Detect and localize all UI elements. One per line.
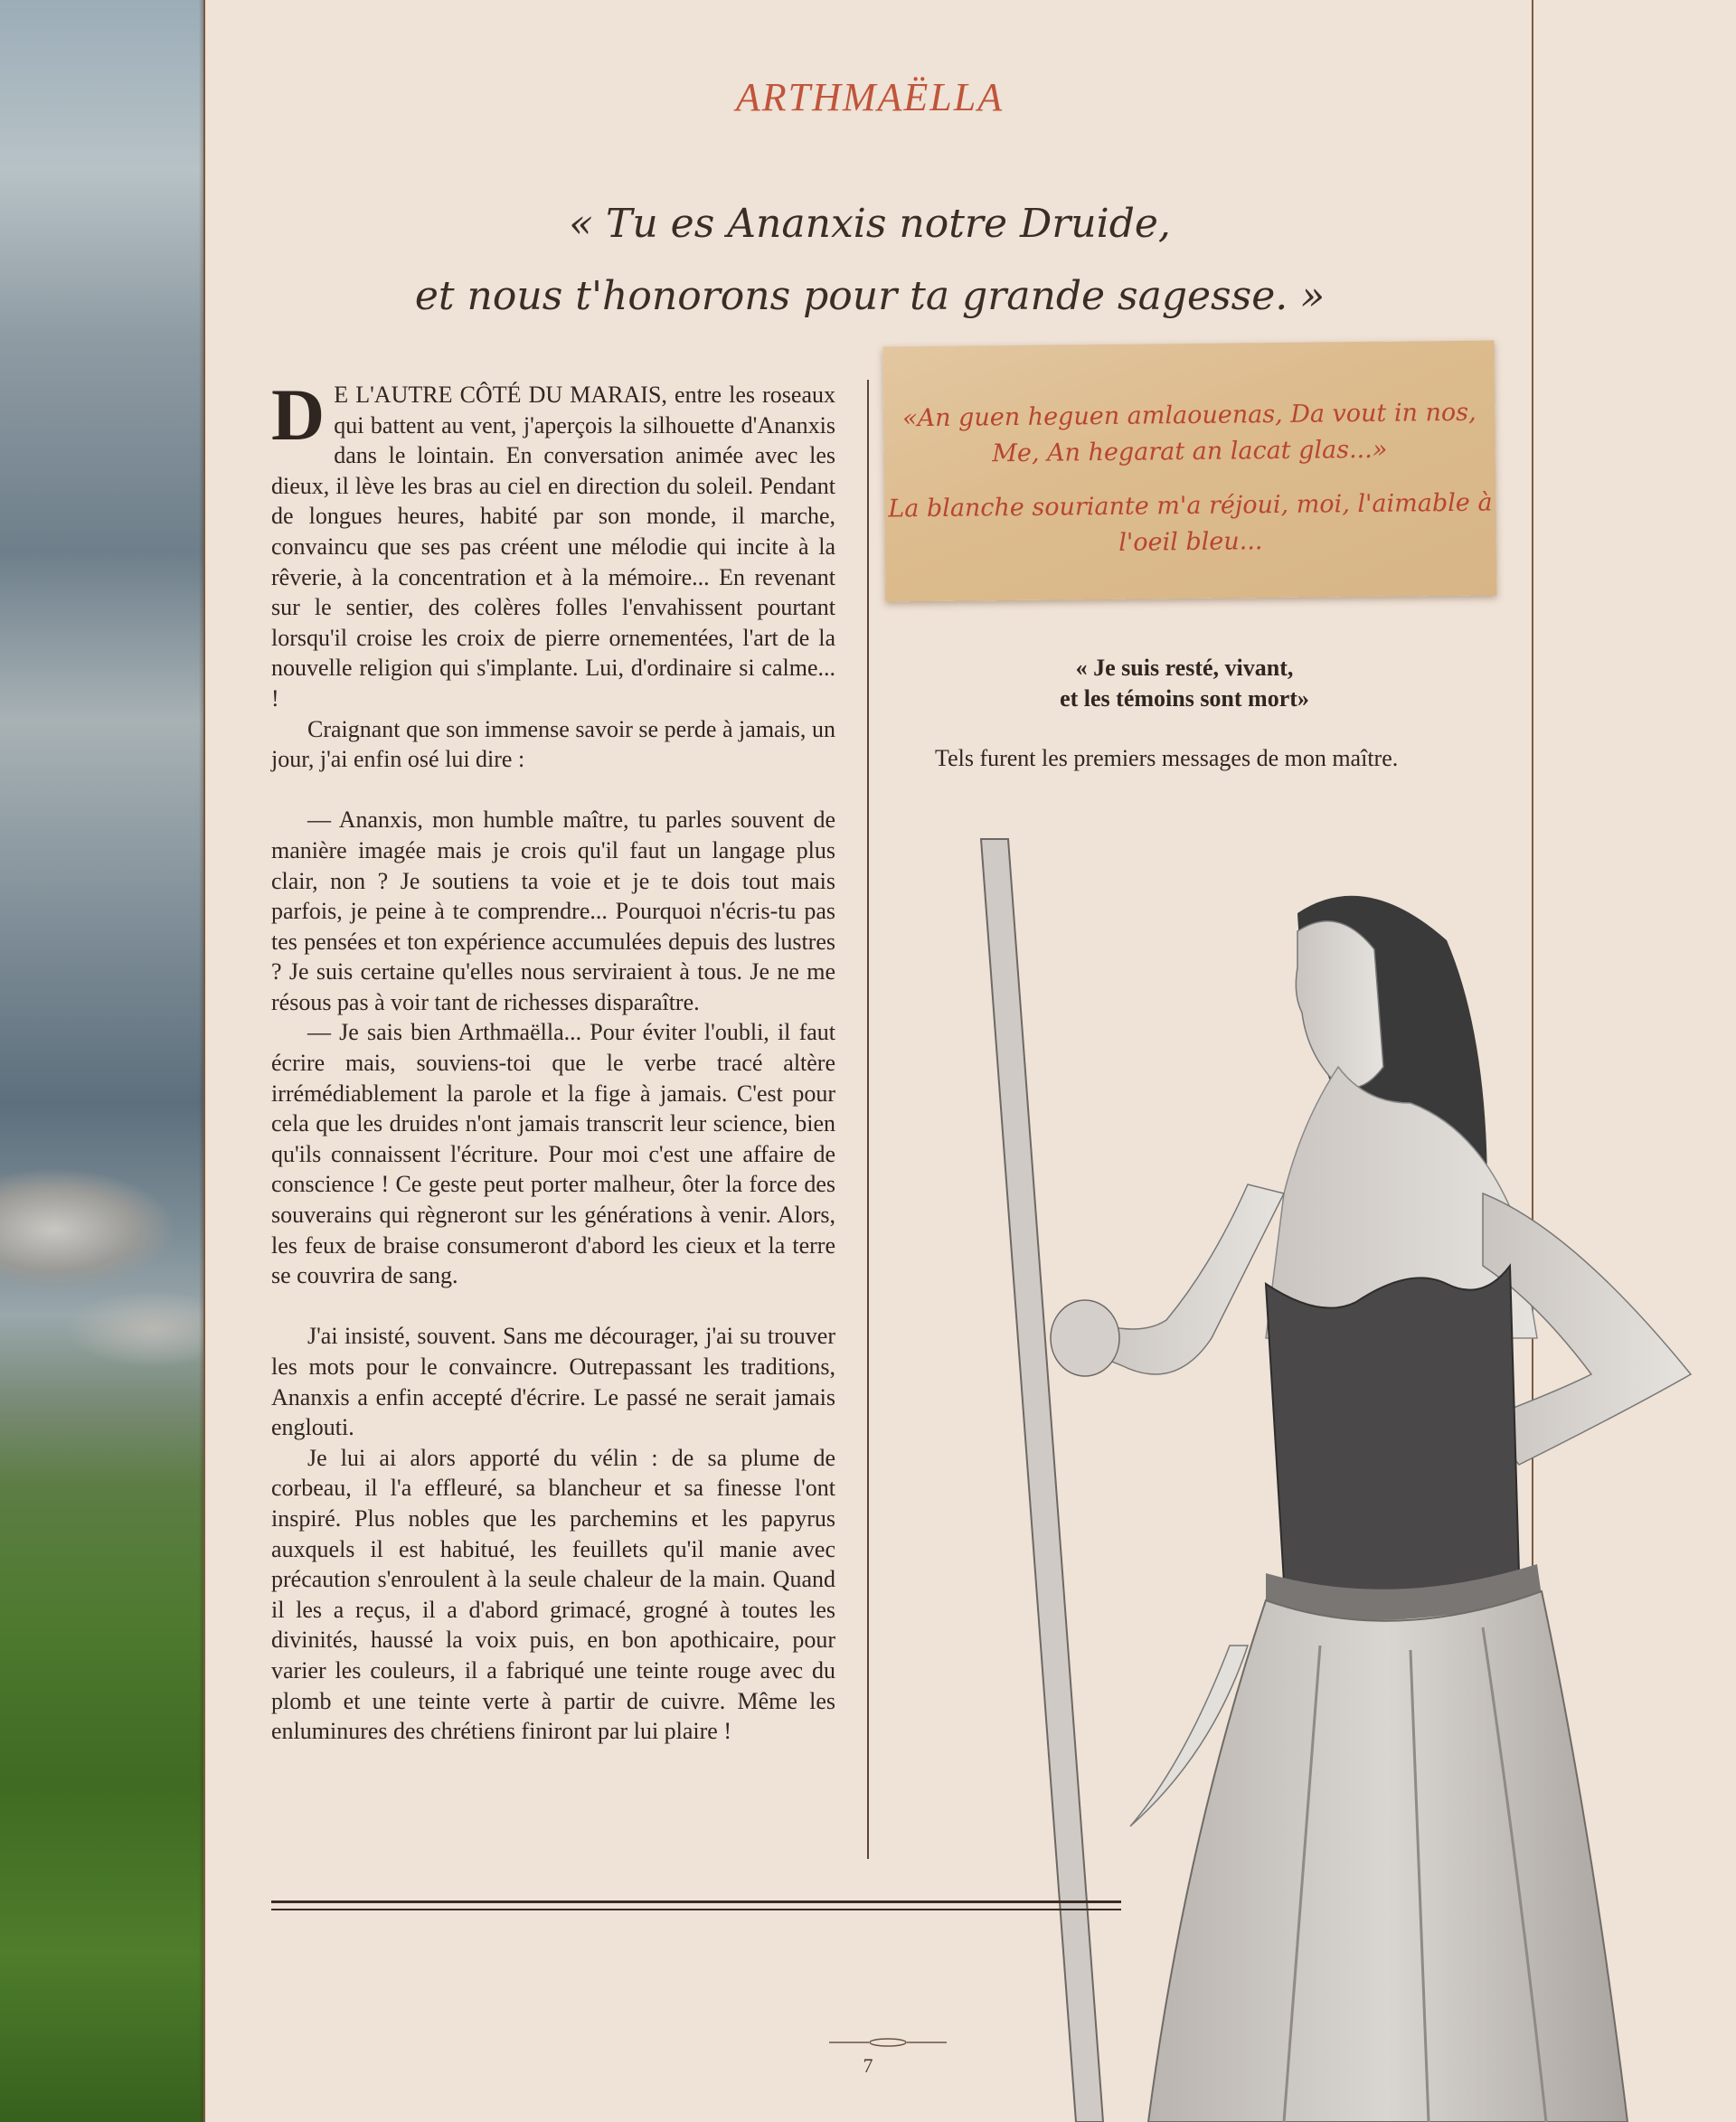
paragraph-2: Craignant que son immense savoir se perde à jamais, un jour, j'ai enfin osé lui dire : <box>271 715 835 773</box>
paragraph-5: J'ai insisté, souvent. Sans me décourager, j'ai su trouver les mots pour le convaincre. Outrepassant les traditions, Ananxis a enfin accepté d'écrire. Le passé ne serait jamais englouti. <box>271 1323 835 1441</box>
messages-paragraph: Tels furent les premiers messages de mon maître. <box>935 745 1399 771</box>
landscape-painting <box>0 0 204 2122</box>
paragraph-3: — Ananxis, mon humble maître, tu parles souvent de manière imagée mais je crois qu'il faut un langage plus clair, non ? Je soutiens ta voie et je te dois tout mais parfois, je peine à te comprendre... Pourquoi n'écris-tu pas tes pensées et ton expérience accumulées depuis des lustres ? Je suis certaine qu'elles nous serviraient à tous. Je ne me résous pas à voir tant de richesses disparaître. <box>271 806 835 1015</box>
paragraph-4: — Je sais bien Arthmaëlla... Pour éviter l'oubli, il faut écrire mais, souviens-toi que le verbe tracé altère irrémédiablement la parole et la fige à jamais. C'est pour cela que les druides n'ont jamais transcrit leur science, bien qu'ils connaissent l'écriture. Pour moi c'est une affaire de conscience ! Ce geste peut porter malheur, ôter la force des souverains qui règneront sur les générations à venir. Alors, les feux de braise consumeront d'abord les cieux et la terre se couvrira de sang. <box>271 1019 835 1289</box>
page-number: 7 <box>863 2054 873 2077</box>
chapter-title: ARTHMAËLLA <box>735 75 1005 119</box>
epigraph-line-2: et nous t'honorons pour ta grande sagesse. » <box>414 273 1326 319</box>
parchment-note <box>883 340 1497 601</box>
note-french-translation: La blanche souriante m'a réjoui, moi, l'aimable à l'oeil bleu... <box>888 488 1493 557</box>
bottom-rule-thick <box>271 1900 1121 1903</box>
drop-cap: D <box>271 373 326 456</box>
main-text-column <box>271 373 835 1747</box>
paragraph-opening <box>271 373 835 714</box>
paragraph-6: Je lui ai alors apporté du vélin : de sa plume de corbeau, il l'a effleuré, sa blancheur et sa finesse l'ont inspiré. Plus nobles que les parchemins et les papyrus auxquels il est habitué, les feuillets qu'il manie avec précaution s'enroulent à la seule chaleur de la main. Quand il les a reçus, il a d'abord grimacé, grogné à toutes les divinités, haussé la voix puis, en bon apothicaire, pour varier les couleurs, il a fabriqué une teinte rouge avec du plomb et une teinte verte à partir de cuivre. Même les enluminures des chrétiens finiront par lui plaire ! <box>271 1444 835 1745</box>
bold-quote-line-1: « Je suis resté, vivant, <box>1075 655 1294 681</box>
note-breton-text: «An guen heguen amlaouenas, Da vout in nos, Me, An hegarat an lacat glas...» <box>901 398 1477 468</box>
page-ornament-icon <box>829 2036 947 2049</box>
bold-quote <box>886 653 1483 713</box>
druidess-illustration <box>940 832 1718 2122</box>
paragraph-1-text: E L'AUTRE CÔTÉ DU MARAIS, entre les roseaux qui battent au vent, j'aperçois la silhouette d'Ananxis dans le lointain. En conversation animée avec les dieux, il lève les bras au ciel en direction du soleil. Pendant de longues heures, habité par son monde, il marche, convaincu que ses pas créent une mélodie qui incite à la rêverie, à la concentration et à la mémoire... En revenant sur le sentier, des colères folles l'envahissent pourtant lorsqu'il croise les croix de pierre ornementées, l'art de la nouvelle religion qui s'implante. Lui, d'ordinaire si calme... ! <box>271 382 835 712</box>
bold-quote-line-2: et les témoins sont mort» <box>1060 684 1309 712</box>
frame-rule-left <box>203 0 205 2122</box>
bottom-rule-thin <box>271 1909 1121 1910</box>
bottom-double-rule <box>271 1900 1121 1916</box>
epigraph-quote <box>208 188 1532 333</box>
epigraph-line-1: « Tu es Ananxis notre Druide, <box>569 201 1171 247</box>
column-divider <box>867 380 869 1859</box>
